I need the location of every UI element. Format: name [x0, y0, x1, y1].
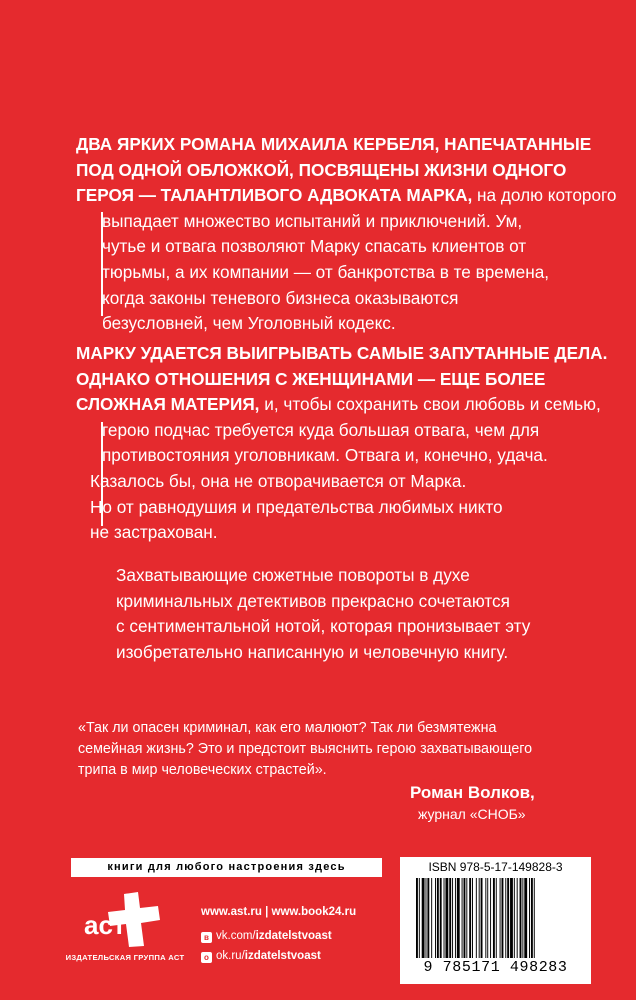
paragraph2-line: ОДНАКО ОТНОШЕНИЯ С ЖЕНЩИНАМИ — ЕЩЕ БОЛЕЕ [76, 368, 546, 389]
paragraph1-line: тюрьмы, а их компании — от банкротства в те времена, [102, 261, 550, 282]
publisher-label: ИЗДАТЕЛЬСКАЯ ГРУППА АСТ [65, 953, 185, 962]
vk-prefix: vk.com/ [216, 930, 256, 942]
paragraph2-line: Но от равнодушия и предательства любимых никто [90, 496, 503, 517]
ok-prefix: ok.ru/ [216, 950, 245, 962]
paragraph1-line: ГЕРОЯ — ТАЛАНТЛИВОГО АДВОКАТА МАРКА, на долю которого [76, 185, 617, 206]
quote-line: «Так ли опасен криминал, как его малюют? Так ли безмятежна [78, 720, 497, 736]
paragraph1-line: выпадает множество испытаний и приключений. Ум, [102, 210, 523, 231]
paragraph3-line: криминальных детективов прекрасно сочетаются [116, 590, 510, 611]
quote-line: трипа в мир человеческих страстей». [78, 762, 327, 778]
barcode-digits: 9 785171 498283 [423, 959, 568, 976]
ok-link[interactable] [201, 950, 321, 963]
logo-text: аст [84, 910, 126, 940]
ok-handle: izdatelstvoast [244, 950, 321, 962]
paragraph1-line: ДВА ЯРКИХ РОМАНА МИХАИЛА КЕРБЕЛЯ, НАПЕЧАТАННЫЕ [76, 134, 592, 154]
ok-icon: о [201, 952, 212, 963]
paragraph1 [76, 132, 617, 337]
paragraph3-line: изобретательно написанную и человечную книгу. [116, 641, 509, 662]
paragraph2-line: не застрахован. [90, 522, 218, 543]
paragraph1-line: безусловней, чем Уголовный кодекс. [102, 313, 396, 334]
vk-link[interactable] [201, 930, 332, 943]
paragraph2-line: герою подчас требуется куда большая отвага, чем для [102, 419, 540, 440]
paragraph2-line: противостояния уголовникам. Отвага и, конечно, удача. [102, 445, 548, 466]
quote-author: Роман Волков, [410, 783, 535, 802]
ast-logo-icon [80, 890, 170, 948]
paragraph2 [76, 341, 608, 546]
slogan-banner: книги для любого настроения здесь [71, 858, 382, 877]
paragraph3 [76, 563, 596, 665]
vk-icon: в [201, 932, 212, 943]
paragraph1-line: ПОД ОДНОЙ ОБЛОЖКОЙ, ПОСВЯЩЕНЫ ЖИЗНИ ОДНОГО [76, 159, 567, 180]
quote-source: журнал «СНОБ» [418, 806, 526, 822]
barcode-panel [400, 857, 591, 984]
review-quote [78, 718, 598, 781]
website-links[interactable]: www.ast.ru | www.book24.ru [201, 906, 357, 918]
isbn-number: ISBN 978-5-17-149828-3 [428, 860, 563, 874]
paragraph3-line: Захватывающие сюжетные повороты в духе [116, 565, 470, 585]
quote-line: семейная жизнь? Это и предстоит выяснить герою захватывающего [78, 741, 533, 757]
vk-handle: izdatelstvoast [255, 930, 332, 942]
paragraph1-line: чутье и отвага позволяют Марку спасать клиентов от [102, 236, 527, 257]
barcode-icon [414, 878, 577, 958]
paragraph2-line: Казалось бы, она не отворачивается от Марка. [90, 470, 467, 491]
paragraph2-line: СЛОЖНАЯ МАТЕРИЯ, и, чтобы сохранить свои любовь и семью, [76, 394, 601, 415]
paragraph3-line: с сентиментальной нотой, которая пронизывает эту [116, 616, 531, 637]
paragraph2-line: МАРКУ УДАЕТСЯ ВЫИГРЫВАТЬ САМЫЕ ЗАПУТАННЫЕ ДЕЛА. [76, 343, 608, 363]
paragraph1-line: когда законы теневого бизнеса оказываются [102, 287, 459, 308]
